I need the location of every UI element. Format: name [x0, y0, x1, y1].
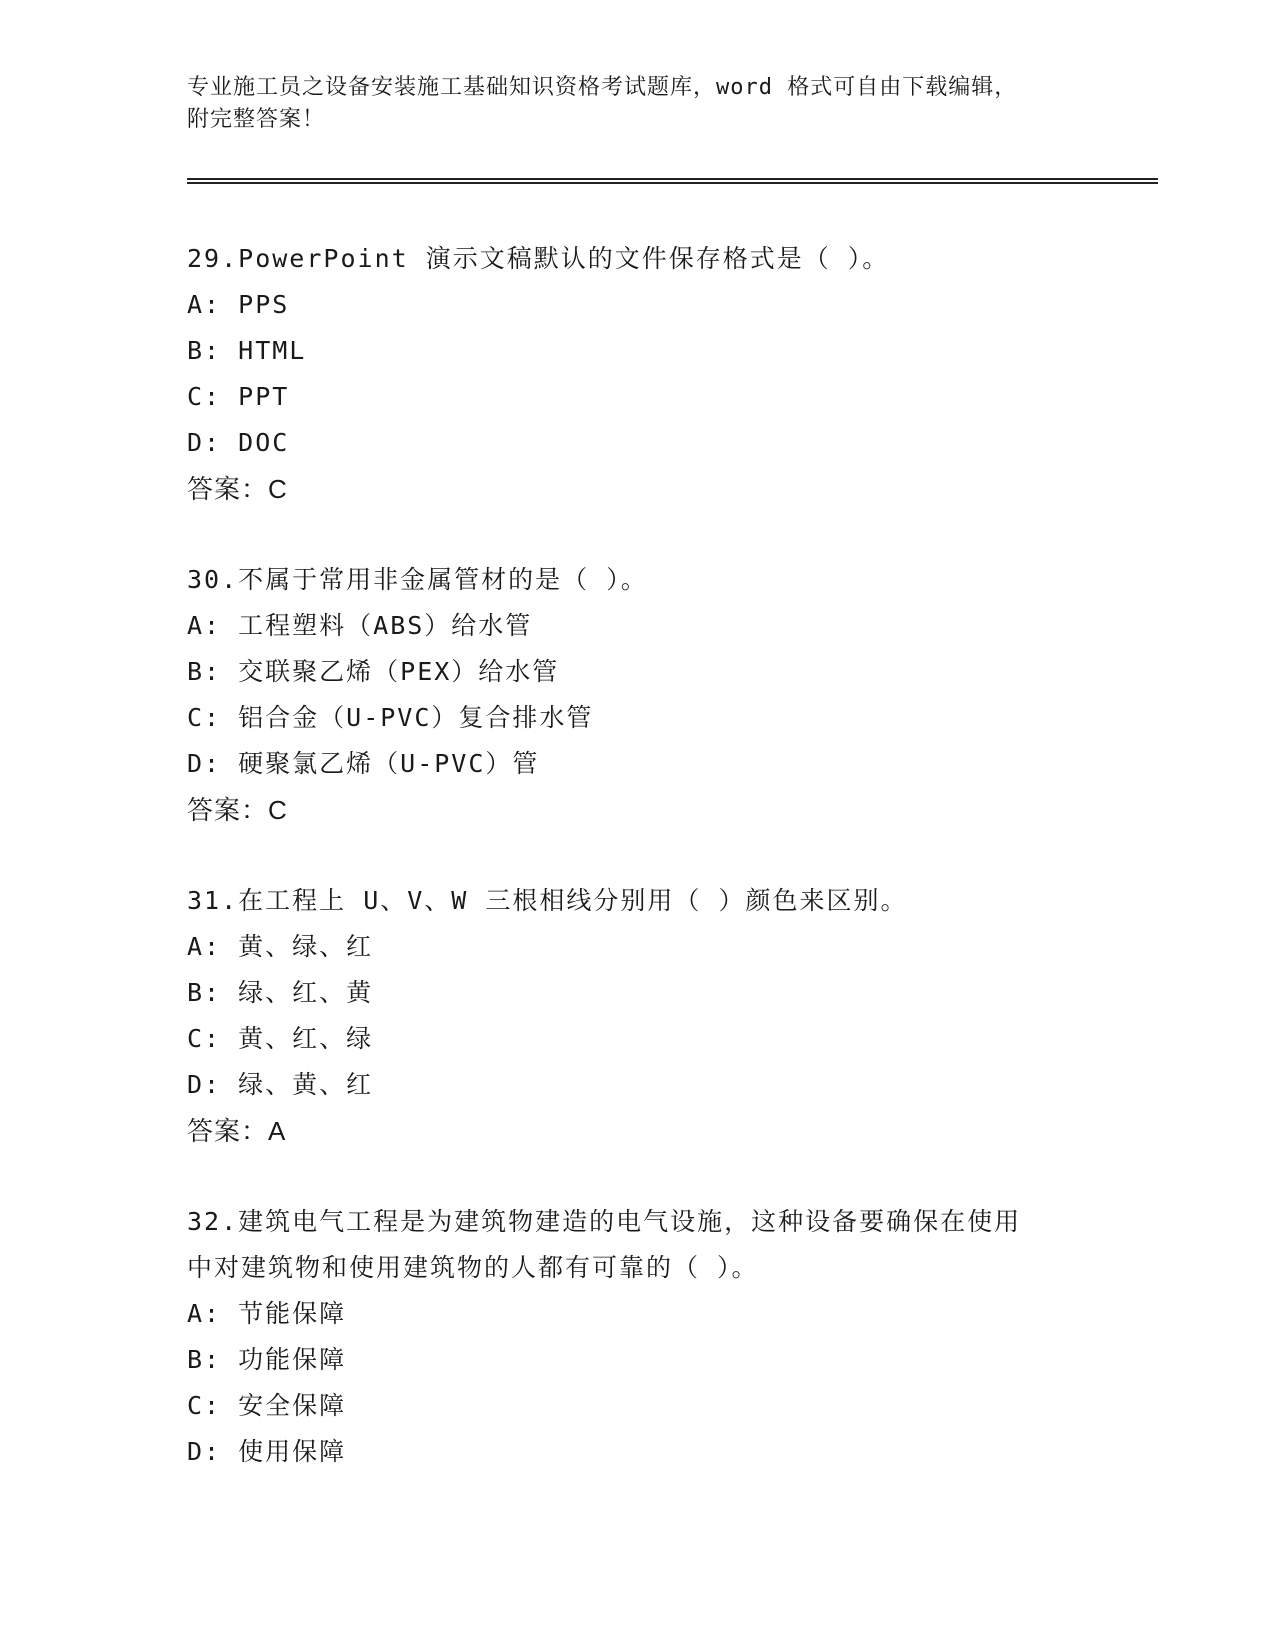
- option-d: D: 绿、黄、红: [187, 1070, 374, 1099]
- option-c: C: PPT: [187, 382, 290, 411]
- option-d: D: 硬聚氯乙烯（U-PVC）管: [187, 749, 540, 778]
- question-29: [187, 236, 1087, 512]
- option-a: A: 节能保障: [187, 1299, 347, 1328]
- option-b: B: 功能保障: [187, 1345, 347, 1374]
- option-c: C: 黄、红、绿: [187, 1024, 374, 1053]
- option-a: A: PPS: [187, 290, 290, 319]
- question-text: 30.不属于常用非金属管材的是（ ）。: [187, 565, 648, 594]
- header-line-2: 附完整答案！: [187, 107, 326, 132]
- question-text: 31.在工程上 U、V、W 三根相线分别用（ ）颜色来区别。: [187, 886, 908, 915]
- document-header: [187, 72, 1087, 136]
- question-text-line-2: 中对建筑物和使用建筑物的人都有可靠的（ ）。: [187, 1253, 759, 1282]
- option-a: A: 黄、绿、红: [187, 932, 374, 961]
- question-text-line-1: 32.建筑电气工程是为建筑物建造的电气设施，这种设备要确保在使用: [187, 1207, 1022, 1236]
- header-divider: [187, 178, 1158, 184]
- question-31: [187, 878, 1087, 1154]
- option-b: B: HTML: [187, 336, 307, 365]
- option-a: A: 工程塑料（ABS）给水管: [187, 611, 533, 640]
- option-d: D: 使用保障: [187, 1437, 347, 1466]
- answer: 答案：C: [187, 474, 288, 504]
- option-c: C: 铝合金（U-PVC）复合排水管: [187, 703, 594, 732]
- answer: 答案：C: [187, 795, 288, 825]
- answer: 答案：A: [187, 1116, 287, 1146]
- header-line-1: 专业施工员之设备安装施工基础知识资格考试题库，word 格式可自由下载编辑，: [187, 75, 1018, 100]
- option-c: C: 安全保障: [187, 1391, 347, 1420]
- question-30: [187, 557, 1087, 833]
- option-b: B: 绿、红、黄: [187, 978, 374, 1007]
- option-d: D: DOC: [187, 428, 290, 457]
- question-32: [187, 1199, 1087, 1475]
- question-text: 29.PowerPoint 演示文稿默认的文件保存格式是（ ）。: [187, 244, 890, 273]
- option-b: B: 交联聚乙烯（PEX）给水管: [187, 657, 560, 686]
